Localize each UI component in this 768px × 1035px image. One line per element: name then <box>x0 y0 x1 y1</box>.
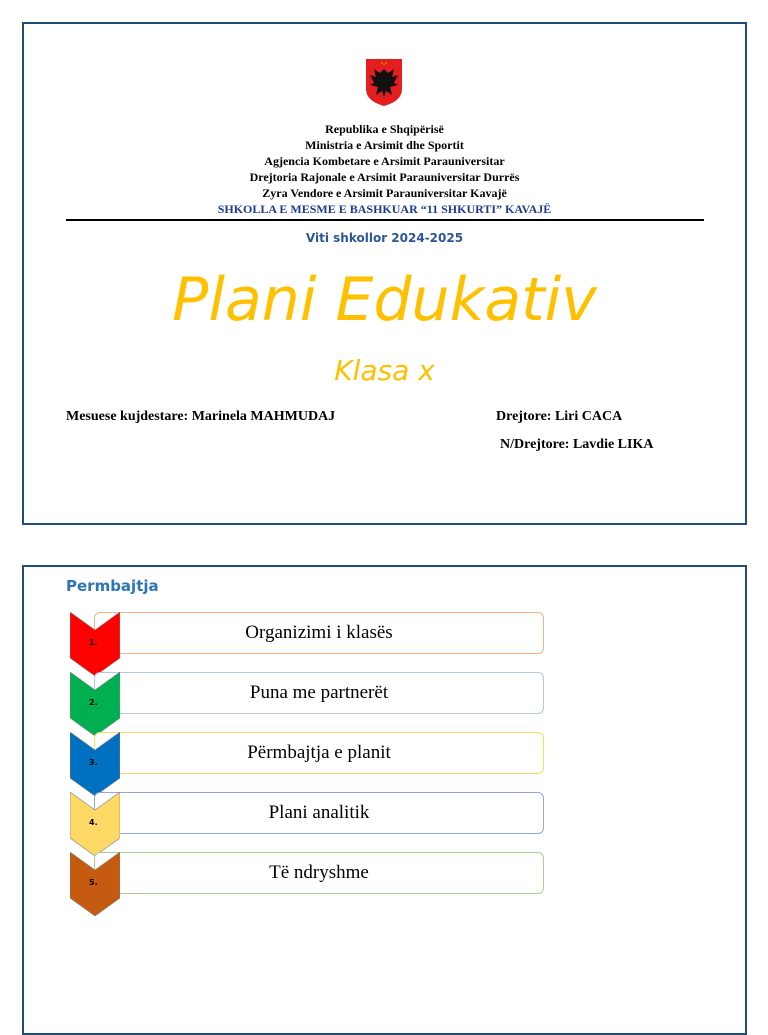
school-year: Viti shkollor 2024-2025 <box>305 231 464 245</box>
contents-item[interactable] <box>70 672 546 732</box>
contents-item-number: 1. <box>89 638 98 647</box>
contents-page <box>22 565 747 1035</box>
contents-item[interactable] <box>70 612 546 672</box>
header-line: Republika e Shqipërisë <box>325 122 444 136</box>
class-name: Klasa x <box>334 354 435 387</box>
contents-item-label: Plani analitik <box>94 792 544 834</box>
school-name: SHKOLLA E MESME E BASHKUAR “11 SHKURTI” KAVAJË <box>217 202 552 216</box>
cover-page <box>22 22 747 525</box>
institution-header <box>24 121 745 217</box>
contents-item-label: Puna me partnerët <box>94 672 544 714</box>
contents-item-number: 3. <box>89 758 98 767</box>
contents-item-number: 2. <box>89 698 98 707</box>
director: Drejtore: Liri CACA <box>496 409 623 424</box>
contents-item-label: Të ndryshme <box>94 852 544 894</box>
header-line: Drejtoria Rajonale e Arsimit Parauniversitar Durrës <box>249 170 520 184</box>
albanian-emblem-icon <box>364 57 404 107</box>
homeroom-teacher: Mesuese kujdestare: Marinela MAHMUDAJ <box>66 409 336 424</box>
contents-heading: Permbajtja <box>66 577 159 595</box>
contents-item-label: Përmbajtja e planit <box>94 732 544 774</box>
header-line: Agjencia Kombetare e Arsimit Parauniversitar <box>264 154 505 168</box>
contents-item[interactable] <box>70 732 546 792</box>
contents-item[interactable] <box>70 852 546 912</box>
vice-director: N/Drejtore: Lavdie LIKA <box>500 437 654 452</box>
contents-item[interactable] <box>70 792 546 852</box>
header-divider <box>66 219 704 221</box>
contents-item-number: 4. <box>89 818 98 827</box>
header-line: Zyra Vendore e Arsimit Parauniversitar Kavajë <box>262 186 507 200</box>
contents-item-number: 5. <box>89 878 98 887</box>
document-title: Plani Edukativ <box>172 265 597 335</box>
header-line: Ministria e Arsimit dhe Sportit <box>305 138 464 152</box>
contents-item-label: Organizimi i klasës <box>94 612 544 654</box>
